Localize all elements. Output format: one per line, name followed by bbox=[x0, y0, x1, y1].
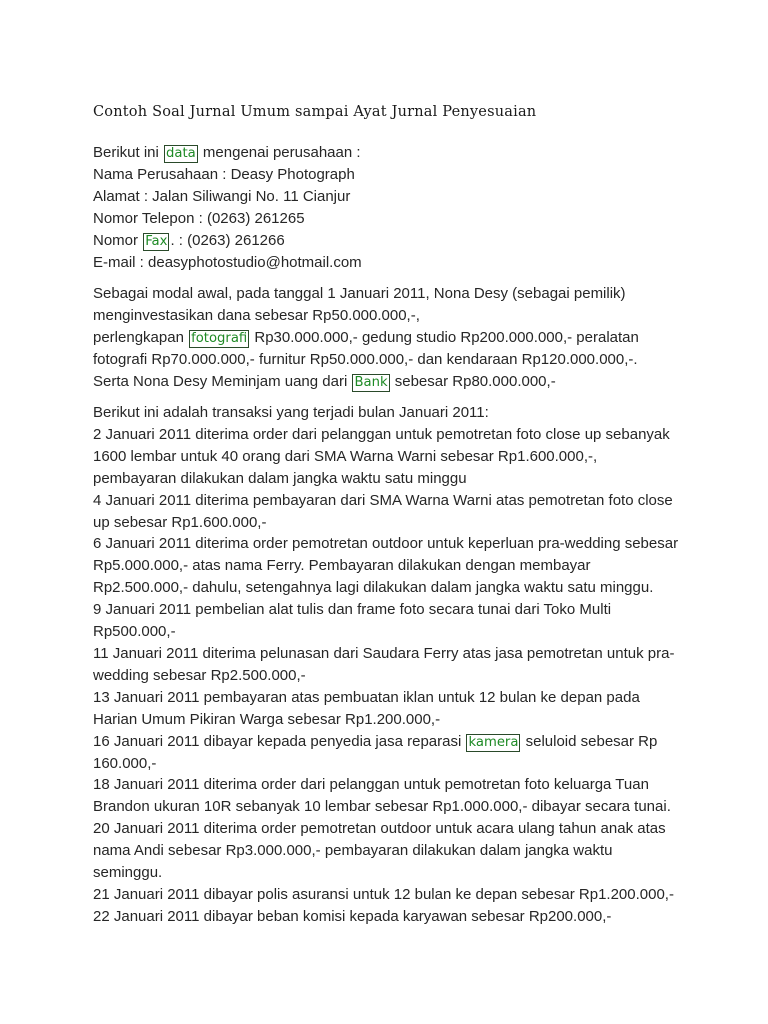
transaction-line: Rp500.000,- bbox=[93, 623, 176, 641]
company-phone-line: Nomor Telepon : (0263) 261265 bbox=[93, 209, 305, 227]
page-title: Contoh Soal Jurnal Umum sampai Ayat Jurnal Penyesuaian bbox=[93, 104, 537, 120]
capital-line: Serta Nona Desy Meminjam uang dari Bank sebesar Rp80.000.000,- bbox=[93, 372, 556, 390]
capital-section bbox=[93, 283, 693, 393]
capital-line: menginvestasikan dana sebesar Rp50.000.000,-, bbox=[93, 306, 420, 324]
bank-link[interactable]: Bank bbox=[354, 374, 388, 390]
transaction-line: 22 Januari 2011 dibayar beban komisi kepada karyawan sebesar Rp200.000,- bbox=[93, 907, 612, 925]
transaction-line: 20 Januari 2011 diterima order pemotretan outdoor untuk acara ulang tahun anak atas bbox=[93, 820, 666, 838]
transaction-line: nama Andi sebesar Rp3.000.000,- pembayaran dilakukan dalam jangka waktu bbox=[93, 842, 613, 860]
transaction-line: 11 Januari 2011 diterima pelunasan dari Saudara Ferry atas jasa pemotretan untuk pra- bbox=[93, 644, 675, 662]
fax-link[interactable]: Fax bbox=[145, 233, 168, 249]
capital-line: Sebagai modal awal, pada tanggal 1 Januari 2011, Nona Desy (sebagai pemilik) bbox=[93, 285, 626, 302]
data-link[interactable]: data bbox=[166, 146, 196, 161]
transaction-line: wedding sebesar Rp2.500.000,- bbox=[93, 666, 306, 684]
transaction-line: seminggu. bbox=[93, 864, 163, 882]
fotografi-link[interactable]: fotografi bbox=[191, 330, 248, 346]
transaction-line: 16 Januari 2011 dibayar kepada penyedia jasa reparasi kamera seluloid sebesar Rp bbox=[93, 732, 658, 750]
company-info-section bbox=[93, 142, 693, 273]
transaction-line: up sebesar Rp1.600.000,- bbox=[93, 513, 267, 531]
transaction-line: Rp5.000.000,- atas nama Ferry. Pembayaran dilakukan dengan membayar bbox=[93, 557, 591, 575]
company-email-line: E-mail : deasyphotostudio@hotmail.com bbox=[93, 253, 362, 271]
transaction-line: 4 Januari 2011 diterima pembayaran dari SMA Warna Warni atas pemotretan foto close bbox=[93, 491, 673, 509]
capital-line: perlengkapan fotografi Rp30.000.000,- gedung studio Rp200.000.000,- peralatan bbox=[93, 328, 639, 346]
company-address-line: Alamat : Jalan Siliwangi No. 11 Cianjur bbox=[93, 187, 351, 205]
transaction-line: Rp2.500.000,- dahulu, setengahnya lagi dilakukan dalam jangka waktu satu minggu. bbox=[93, 579, 654, 597]
transaction-line: Brandon ukuran 10R sebanyak 10 lembar sebesar Rp1.000.000,- dibayar secara tunai. bbox=[93, 798, 671, 816]
transactions-section bbox=[93, 402, 693, 928]
transaction-line: 18 Januari 2011 diterima order dari pelanggan untuk pemotretan foto keluarga Tuan bbox=[93, 776, 649, 794]
transaction-line: 21 Januari 2011 dibayar polis asuransi untuk 12 bulan ke depan sebesar Rp1.200.000,- bbox=[93, 885, 674, 903]
company-fax-line: Nomor Fax . : (0263) 261266 bbox=[93, 231, 285, 249]
transaction-line: 1600 lembar untuk 40 orang dari SMA Warna Warni sebesar Rp1.600.000,-, bbox=[93, 447, 598, 465]
capital-line: fotografi Rp70.000.000,- furnitur Rp50.000.000,- dan kendaraan Rp120.000.000,-. bbox=[93, 350, 638, 368]
transaction-line: 2 Januari 2011 diterima order dari pelanggan untuk pemotretan foto close up sebanyak bbox=[93, 425, 670, 443]
transaction-line: Harian Umum Pikiran Warga sebesar Rp1.200.000,- bbox=[93, 710, 441, 728]
company-name-line: Nama Perusahaan : Deasy Photograph bbox=[93, 165, 355, 183]
kamera-link[interactable]: kamera bbox=[468, 734, 519, 750]
transaction-line: 9 Januari 2011 pembelian alat tulis dan frame foto secara tunai dari Toko Multi bbox=[93, 601, 612, 619]
intro-line: Berikut ini data mengenai perusahaan : bbox=[93, 144, 361, 161]
transaction-line: 6 Januari 2011 diterima order pemotretan outdoor untuk keperluan pra-wedding sebesar bbox=[93, 535, 679, 553]
transaction-line: 160.000,- bbox=[93, 754, 157, 772]
transactions-intro: Berikut ini adalah transaksi yang terjadi bulan Januari 2011: bbox=[93, 404, 489, 421]
transaction-line: 13 Januari 2011 pembayaran atas pembuatan iklan untuk 12 bulan ke depan pada bbox=[93, 688, 640, 706]
transaction-line: pembayaran dilakukan dalam jangka waktu satu minggu bbox=[93, 469, 467, 487]
